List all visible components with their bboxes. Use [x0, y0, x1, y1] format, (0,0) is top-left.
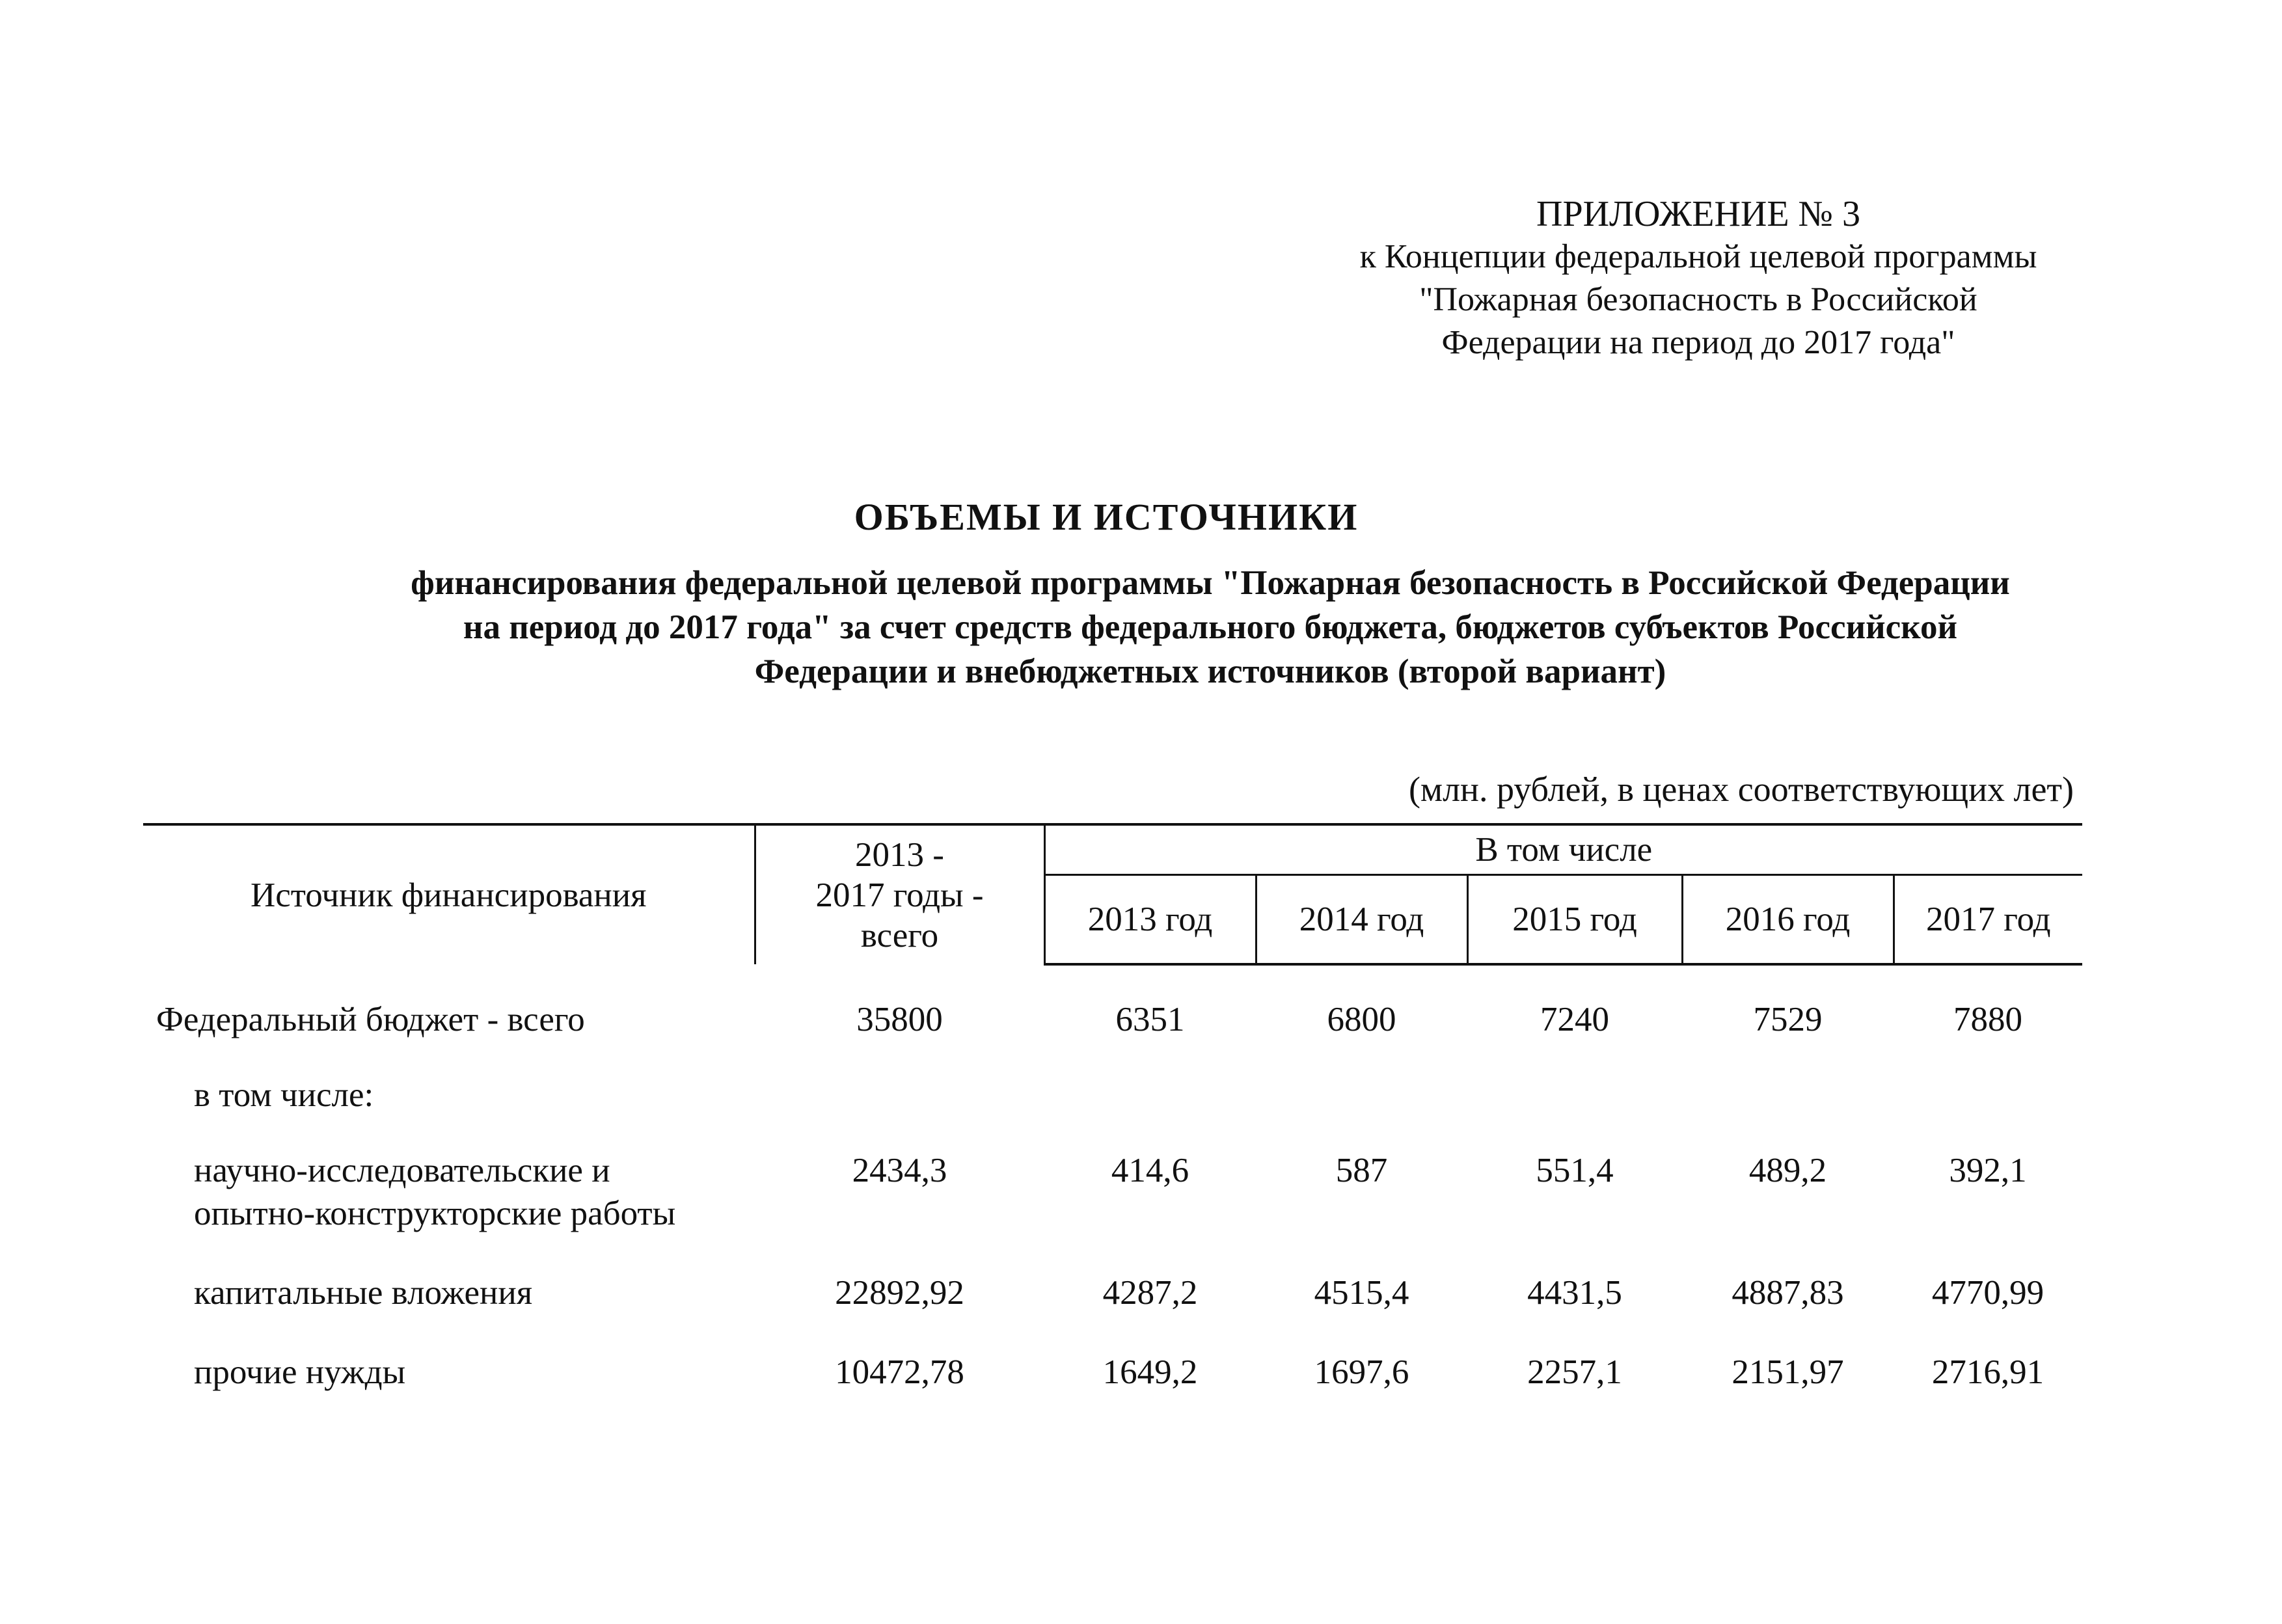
- appendix-line: "Пожарная безопасность в Российской: [1419, 281, 1977, 318]
- spacer-cell: [143, 964, 2082, 998]
- table-row: [143, 1074, 2082, 1149]
- row-label: [143, 1149, 755, 1271]
- row-label-line: опытно-конструкторские работы: [194, 1195, 676, 1232]
- appendix-title: ПРИЛОЖЕНИЕ № 3: [1536, 194, 1860, 234]
- appendix-line: Федерации на период до 2017 года": [1441, 324, 1955, 361]
- table-row: [143, 1271, 2082, 1351]
- cell-2017: 4770,99: [1931, 1274, 2044, 1312]
- subtitle-line: финансирования федеральной целевой программы "Пожарная безопасность в Российской Федерации: [411, 564, 2010, 602]
- cell-2015: 7240: [1540, 1001, 1609, 1038]
- cell-2014: 1697,6: [1314, 1353, 1409, 1391]
- cell-total: 2434,3: [852, 1152, 947, 1189]
- empty-cell: [755, 1074, 2082, 1149]
- cell-total: 10472,78: [835, 1353, 964, 1391]
- table-spacer: [143, 964, 2082, 998]
- header-total-line: 2013 -: [855, 835, 944, 874]
- header-total-line: 2017 годы -: [815, 876, 984, 914]
- table-body: [143, 964, 2082, 1403]
- cell-total: 22892,92: [835, 1274, 964, 1312]
- cell-2013: 4287,2: [1102, 1274, 1198, 1312]
- appendix-block: [1262, 193, 2134, 364]
- cell-2017: 2716,91: [1931, 1353, 2044, 1391]
- header-year-2016: 2016 год: [1682, 875, 1894, 965]
- row-label: капитальные вложения: [194, 1274, 533, 1312]
- subtitle-line: на период до 2017 года" за счет средств федерального бюджета, бюджетов субъектов Российской: [463, 608, 1958, 646]
- appendix-line: к Концепции федеральной целевой программы: [1359, 238, 2037, 275]
- cell-2013: 6351: [1115, 1001, 1185, 1038]
- subtitle-line: Федерации и внебюджетных источников (второй вариант): [754, 653, 1666, 690]
- cell-2016: 489,2: [1748, 1152, 1827, 1189]
- cell-2015: 551,4: [1536, 1152, 1614, 1189]
- table-header: [143, 824, 2082, 964]
- table-row: [143, 998, 2082, 1074]
- financing-table: [143, 823, 2082, 1403]
- cell-2017: 7880: [1953, 1001, 2022, 1038]
- cell-2015: 2257,1: [1527, 1353, 1622, 1391]
- cell-2016: 4887,83: [1732, 1274, 1844, 1312]
- header-year-2014: 2014 год: [1256, 875, 1467, 965]
- cell-2013: 414,6: [1111, 1152, 1189, 1189]
- cell-2014: 4515,4: [1314, 1274, 1409, 1312]
- row-label-line: научно-исследовательские и: [194, 1152, 610, 1189]
- row-label: в том числе:: [194, 1076, 374, 1114]
- cell-2016: 7529: [1753, 1001, 1823, 1038]
- header-total: [755, 824, 1044, 964]
- row-label: прочие нужды: [194, 1353, 406, 1391]
- cell-2013: 1649,2: [1102, 1353, 1198, 1391]
- units-note: (млн. рублей, в ценах соответствующих лет): [1408, 770, 2074, 809]
- cell-2015: 4431,5: [1527, 1274, 1622, 1312]
- header-including: В том числе: [1044, 824, 2082, 875]
- document-title: ОБЪЕМЫ И ИСТОЧНИКИ: [854, 496, 1359, 538]
- table-row: [143, 1351, 2082, 1403]
- header-source: Источник финансирования: [143, 824, 755, 964]
- cell-total: 35800: [856, 1001, 943, 1038]
- cell-2016: 2151,97: [1732, 1353, 1844, 1391]
- row-label: Федеральный бюджет - всего: [156, 1001, 585, 1038]
- document-subtitle: [195, 561, 2225, 694]
- header-year-2017: 2017 год: [1894, 875, 2082, 965]
- cell-2017: 392,1: [1949, 1152, 2027, 1189]
- cell-2014: 587: [1335, 1152, 1388, 1189]
- cell-2014: 6800: [1327, 1001, 1396, 1038]
- header-year-2015: 2015 год: [1467, 875, 1682, 965]
- table-row: [143, 1149, 2082, 1271]
- header-total-line: всего: [860, 916, 939, 954]
- header-year-2013: 2013 год: [1044, 875, 1256, 965]
